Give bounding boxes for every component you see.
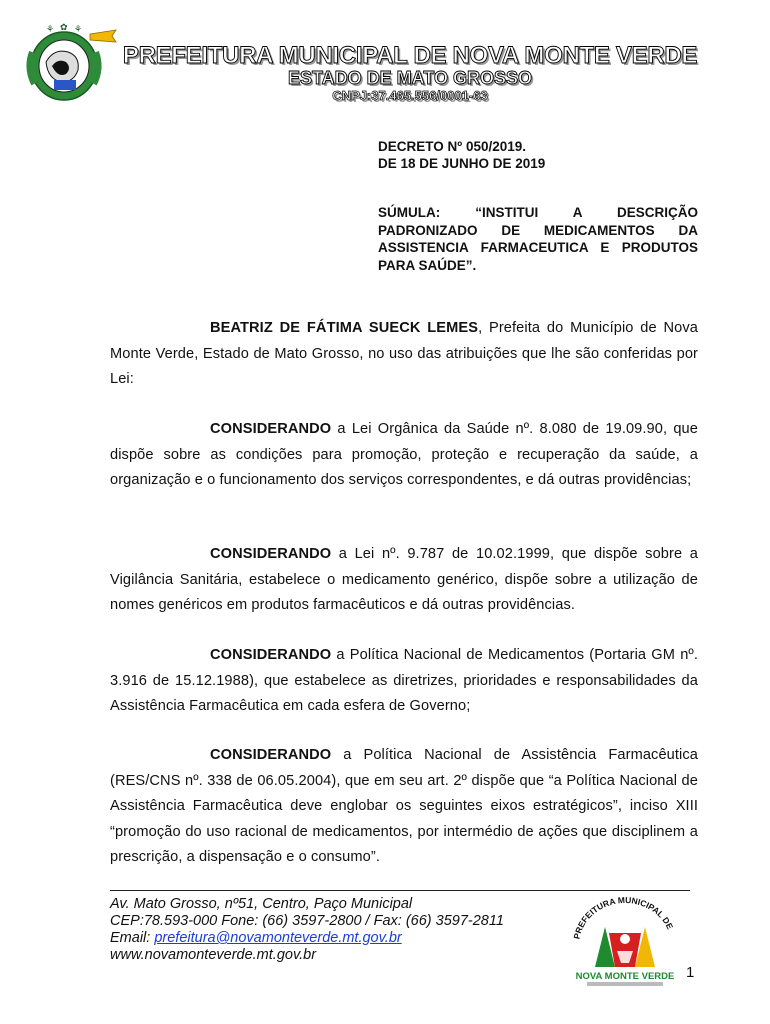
svg-text:PREFEITURA MUNICIPAL DE: PREFEITURA MUNICIPAL DE <box>571 894 676 940</box>
footer-divider <box>110 890 690 891</box>
municipality-title: PREFEITURA MUNICIPAL DE NOVA MONTE VERDE <box>122 42 698 69</box>
paragraph-text: a Lei Orgânica da Saúde nº. 8.080 de 19.09.90, que dispõe sobre as condições para promoção, proteção e recuperação da saúde, a organização e o funcionamento dos serviços correspondentes, e dá outras providências; <box>110 421 698 488</box>
paragraph-text: a Política Nacional de Medicamentos (Portaria GM nº. 3.916 de 15.12.1988), que estabelece as diretrizes, prioridades e responsabilidades da Assistência Farmacêutica em cada esfera de Governo; <box>110 647 698 714</box>
preamble-paragraph <box>110 316 698 393</box>
considering-paragraph-4 <box>110 743 698 871</box>
considering-keyword: CONSIDERANDO <box>210 647 332 663</box>
prefeitura-logo-icon <box>565 893 685 989</box>
footer-website: www.novamonteverde.mt.gov.br <box>110 947 317 963</box>
state-name: ESTADO DE MATO GROSSO <box>287 68 533 88</box>
page-number: 1 <box>686 964 695 981</box>
considering-keyword: CONSIDERANDO <box>210 421 332 437</box>
footer-phones: CEP:78.593-000 Fone: (66) 3597-2800 / Fax: (66) 3597-2811 <box>110 913 504 929</box>
considering-paragraph-2 <box>110 542 698 619</box>
municipal-crest-icon <box>24 22 120 106</box>
considering-paragraph-1 <box>110 417 698 494</box>
considering-paragraph-3 <box>110 643 698 720</box>
decree-date: DE 18 DE JUNHO DE 2019 <box>378 156 546 171</box>
decree-sumula: SÚMULA: “INSTITUI A DESCRIÇÃO PADRONIZADO DE MEDICAMENTOS DA ASSISTENCIA FARMACEUTICA E PRODUTOS PARA SAÚDE”. <box>378 205 698 273</box>
email-label: Email: <box>110 930 155 946</box>
paragraph-text: , Prefeita do Município de Nova Monte Verde, Estado de Mato Grosso, no uso das atribuições que lhe são conferidas por Lei: <box>110 320 698 387</box>
footer-email-line <box>110 930 402 947</box>
considering-keyword: CONSIDERANDO <box>210 747 332 763</box>
mayor-name: BEATRIZ DE FÁTIMA SUECK LEMES <box>210 320 479 336</box>
paragraph-text: a Política Nacional de Assistência Farmacêutica (RES/CNS nº. 338 de 06.05.2004), que em seu art. 2º dispõe que “a Política Nacional de Assistência Farmacêutica deve englobar os seguintes eixos estratégicos”, inciso XIII “promoção do uso racional de medicamentos, por intermédio de ações que disciplinem a prescrição, a dispensação e o consumo”. <box>110 747 698 865</box>
svg-text:⚘: ⚘ <box>74 25 83 35</box>
svg-text:✿: ✿ <box>60 23 68 33</box>
footer-address: Av. Mato Grosso, nº51, Centro, Paço Municipal <box>110 896 413 912</box>
svg-text:NOVA MONTE VERDE: NOVA MONTE VERDE <box>575 971 675 982</box>
email-link[interactable]: prefeitura@novamonteverde.mt.gov.br <box>154 930 402 946</box>
decree-number: DECRETO Nº 050/2019. <box>378 139 526 154</box>
paragraph-text: a Lei nº. 9.787 de 10.02.1999, que dispõe sobre a Vigilância Sanitária, estabelece o medicamento genérico, dispõe sobre a utilização de nomes genéricos em produtos farmacêuticos e dá outras providências. <box>110 546 698 613</box>
cnpj-number: CNPJ:37.465.556/0001-63 <box>332 88 488 103</box>
svg-text:⚘: ⚘ <box>46 25 55 35</box>
considering-keyword: CONSIDERANDO <box>210 546 332 562</box>
